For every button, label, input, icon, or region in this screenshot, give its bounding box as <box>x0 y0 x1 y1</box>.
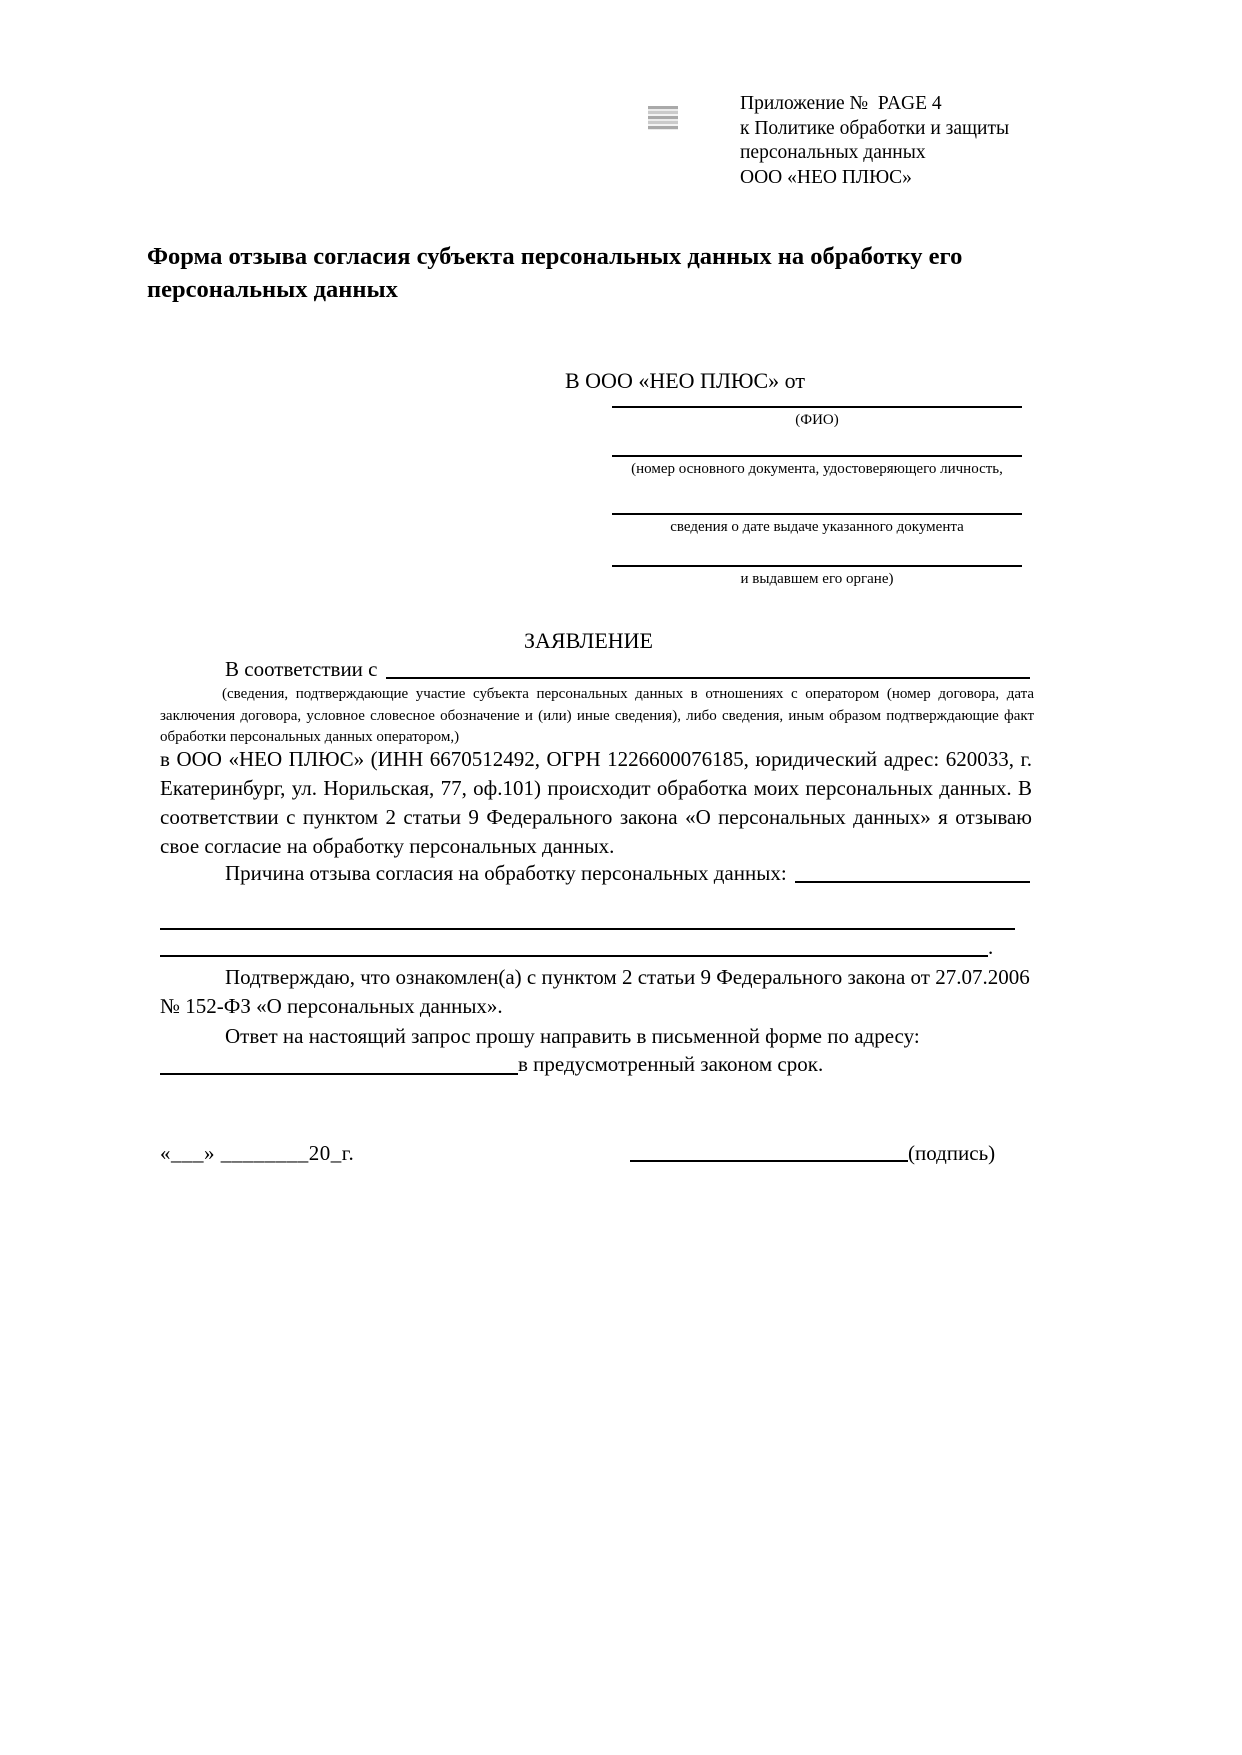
addressee-to-line: В ООО «НЕО ПЛЮС» от <box>565 368 805 393</box>
issue-date-field-caption: сведения о дате выдаче указанного документа <box>670 519 964 535</box>
header-note-line: к Политике обработки и защиты <box>740 117 1010 139</box>
header-note-line: ООО «НЕО ПЛЮС» <box>740 166 912 188</box>
blank-write-line-1 <box>160 928 1015 930</box>
id-document-field-caption: (номер основного документа, удостоверяющего личность, <box>631 461 1003 477</box>
blank-line-terminator: . <box>988 935 994 959</box>
issue-date-field-line <box>612 513 1022 515</box>
id-document-field-line <box>612 455 1022 457</box>
header-note-line: Приложение № PAGE 4 <box>740 93 942 114</box>
basis-row <box>225 656 1030 682</box>
blank-write-line-2-rule <box>160 955 988 957</box>
fio-field <box>612 406 1022 430</box>
fio-field-line <box>612 406 1022 408</box>
issuing-authority-field <box>612 565 1022 589</box>
statement-heading: ЗАЯВЛЕНИЕ <box>524 628 653 653</box>
reply-address-line <box>160 1073 518 1075</box>
reply-request-text: Ответ на настоящий запрос прошу направить в письменной форме по адресу: <box>225 1024 920 1048</box>
basis-prefix: В соответствии с <box>225 657 378 681</box>
statement-body: в ООО «НЕО ПЛЮС» (ИНН 6670512492, ОГРН 1226600076185, юридический адрес: 620033, г. Екатеринбург, ул. Норильская, 77, оф.101) происходит обработка моих персональных данных. В соответствии с пунктом 2 статьи 9 Федерального закона «О персональных данных» я отзываю свое согласие на обработку персональных данных. <box>160 747 1032 858</box>
confirmation-text: Подтверждаю, что ознакомлен(а) с пунктом 2 статьи 9 Федерального закона от 27.07.2006 № 152-ФЗ «О персональных данных». <box>160 965 1030 1018</box>
blank-write-line-2 <box>160 934 1005 960</box>
header-note-line: персональных данных <box>740 142 926 163</box>
issuing-authority-field-line <box>612 565 1022 567</box>
basis-footnote: (сведения, подтверждающие участие субъекта персональных данных в отношениях с оператором (номер договора, дата заключения договора, условное словесное обозначение и (или) иные сведения), либо сведения, иным образом подтверждающие факт обработки персональных данных оператором,) <box>160 686 1034 745</box>
issuing-authority-field-caption: и выдавшем его органе) <box>740 571 894 587</box>
fio-field-caption: (ФИО) <box>795 412 839 428</box>
reason-fill-line <box>795 881 1030 883</box>
header-note <box>740 92 1070 190</box>
field-code-artifact-icon <box>648 106 678 130</box>
basis-fill-line <box>386 677 1031 679</box>
signature-row <box>630 1140 1030 1166</box>
signature-line <box>630 1160 908 1162</box>
reason-row <box>225 860 1030 886</box>
reply-address-row <box>160 1050 1035 1079</box>
reason-prefix: Причина отзыва согласия на обработку персональных данных: <box>225 861 787 885</box>
page-title: Форма отзыва согласия субъекта персональных данных на обработку его персональных данных <box>147 243 963 303</box>
signature-caption: (подпись) <box>908 1141 996 1165</box>
issue-date-field <box>612 513 1022 537</box>
id-document-field <box>612 455 1022 479</box>
reply-suffix: в предусмотренный законом срок. <box>518 1052 824 1076</box>
date-line: «___» ________20_г. <box>160 1141 355 1165</box>
